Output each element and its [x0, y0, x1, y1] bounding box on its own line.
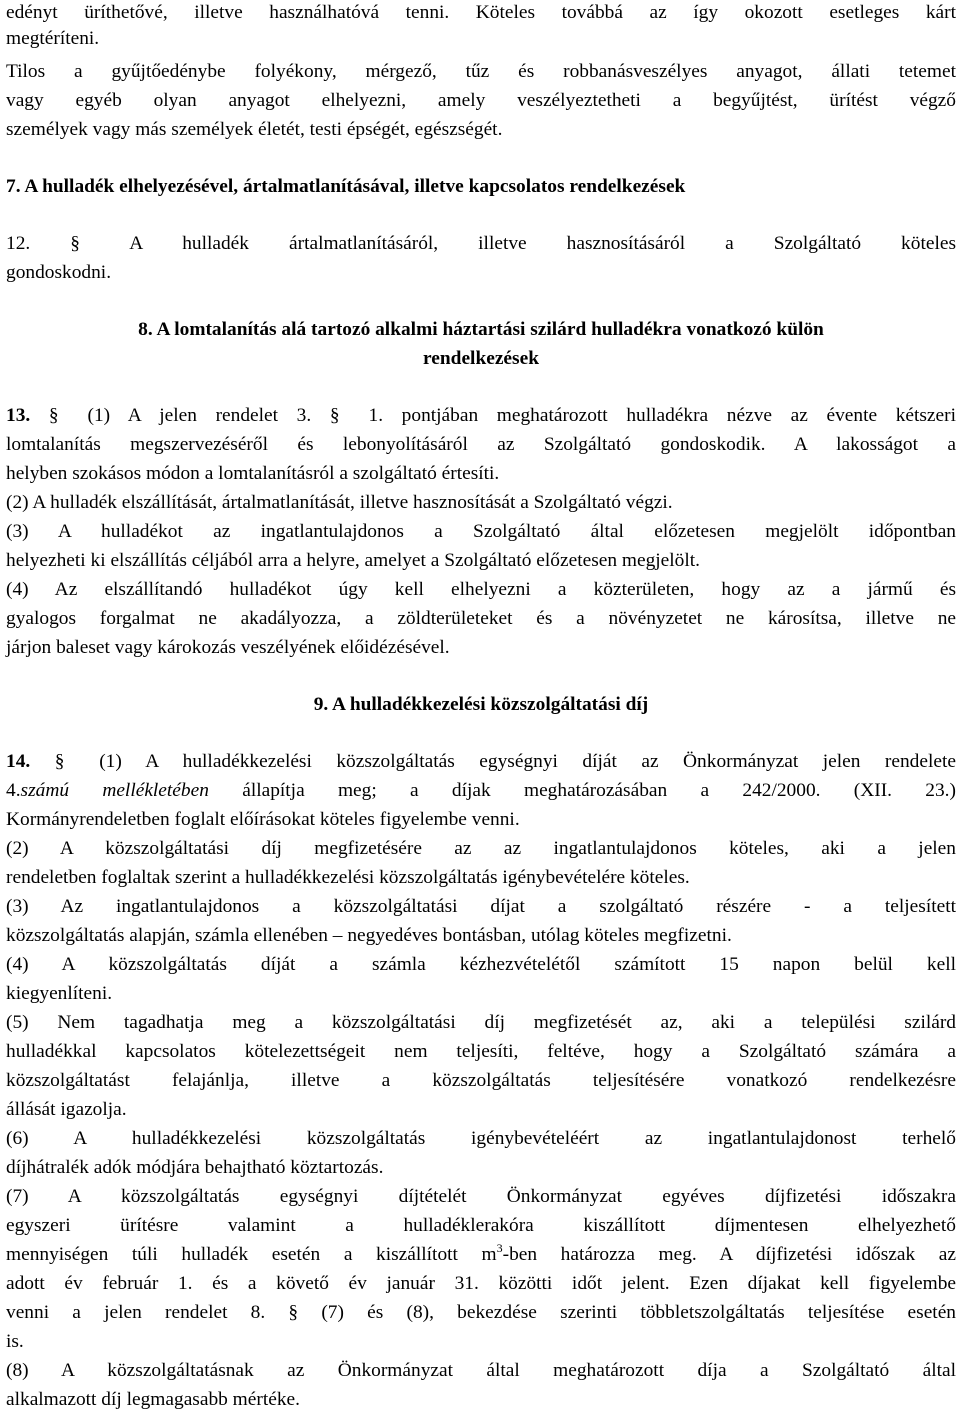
- paragraph-14-line: (5) Nem tagadhatja meg a közszolgáltatási díj megfizetését az, aki a települési szilárd: [6, 1012, 956, 1033]
- paragraph-14-line: közszolgáltatás alapján, számla ellenében – negyedéves bontásban, utólag köteles megfizetni.: [6, 925, 732, 946]
- paragraph-number: 12.: [6, 233, 31, 254]
- paragraph-14-line: (2) A közszolgáltatási díj megfizetésére az az ingatlantulajdonos köteles, aki a jelen: [6, 838, 956, 859]
- paragraph-13-line: (2) A hulladék elszállítását, ártalmatlanítását, illetve hasznosítását a Szolgáltató végzi.: [6, 492, 673, 513]
- section-9-heading: 9. A hulladékkezelési közszolgáltatási díj: [313, 694, 649, 715]
- section-7-heading: 7. A hulladék elhelyezésével, ártalmatlanításával, illetve kapcsolatos rendelkezések: [6, 176, 686, 197]
- paragraph-14-line: állását igazolja.: [6, 1099, 127, 1120]
- section-sign: §: [54, 751, 65, 772]
- paragraph-number: 14.: [6, 751, 31, 772]
- section-8-heading: rendelkezések: [423, 348, 539, 369]
- paragraph-14-line: (7) A közszolgáltatás egységnyi díjtételét Önkormányzat egyéves díjfizetési időszakra: [6, 1186, 956, 1207]
- paragraph-number: 13.: [6, 405, 31, 426]
- paragraph-14-line: Kormányrendeletben foglalt előírásokat köteles figyelembe venni.: [6, 809, 520, 830]
- superscript: 3: [496, 1240, 503, 1255]
- paragraph-text: (1) A hulladékkezelési közszolgáltatás egységnyi díját az Önkormányzat jelen rendelete: [99, 751, 956, 772]
- section-sign: §: [48, 405, 59, 426]
- paragraph-text: 4.: [6, 780, 21, 801]
- paragraph-13-line: gyalogos forgalmat ne akadályozza, a zöldterületeket és a növényzetet ne károsítsa, illetve ne: [6, 608, 956, 629]
- paragraph-14-line: (6) A hulladékkezelési közszolgáltatás igénybevételéért az ingatlantulajdonost terhelő: [6, 1128, 956, 1149]
- paragraph-14-line: kiegyenlíteni.: [6, 983, 113, 1004]
- paragraph-text: állapítja meg; a díjak meghatározásában a 242/2000. (XII. 23.): [242, 780, 956, 801]
- paragraph-14-line: [6, 749, 956, 775]
- paragraph-text: -ben határozza meg. A díjfizetési időszak az: [502, 1244, 956, 1265]
- section-sign: §: [70, 233, 80, 254]
- intro-line: Tilos a gyűjtőedénybe folyékony, mérgező, tűz és robbanásveszélyes anyagot, állati tetemet: [6, 61, 956, 82]
- paragraph-text: 1. pontjában meghatározott hulladékra nézve az évente kétszeri: [368, 405, 956, 426]
- paragraph-14-line: [6, 778, 956, 804]
- paragraph-text: mennyiségen túli hulladék esetén a kiszállított m: [6, 1244, 497, 1265]
- paragraph-text: (1) A jelen rendelet 3.: [87, 405, 312, 426]
- annex-reference: számú mellékletében: [20, 780, 209, 801]
- section-sign: §: [329, 405, 340, 426]
- paragraph-14-line: (3) Az ingatlantulajdonos a közszolgáltatási díjat a szolgáltató részére - a teljesített: [6, 896, 956, 917]
- intro-line: személyek vagy más személyek életét, testi épségét, egészségét.: [6, 119, 503, 140]
- paragraph-14-line: (8) A közszolgáltatásnak az Önkormányzat által meghatározott díja a Szolgáltató által: [6, 1360, 956, 1381]
- paragraph-13-line: helyben szokásos módon a lomtalanításról a szolgáltató értesíti.: [6, 463, 500, 484]
- intro-line: edényt üríthetővé, illetve használhatóvá tenni. Köteles továbbá az így okozott esetleges kárt: [6, 2, 956, 23]
- paragraph-12-line: gondoskodni.: [6, 262, 112, 283]
- paragraph-13-line: helyezheti ki elszállítás céljából arra a helyre, amelyet a Szolgáltató előzetesen megjelölt.: [6, 550, 700, 571]
- paragraph-14-line: rendeletben foglaltak szerint a hulladékkezelési közszolgáltatás igénybevételére köteles.: [6, 867, 690, 888]
- paragraph-14-line: [6, 1242, 956, 1268]
- paragraph-14-line: is.: [6, 1331, 24, 1352]
- paragraph-13-line: lomtalanítás megszervezéséről és lebonyolításáról az Szolgáltató gondoskodik. A lakosságot a: [6, 434, 956, 455]
- paragraph-14-line: hulladékkal kapcsolatos kötelezettségeit nem teljesíti, feltéve, hogy a Szolgáltató számára a: [6, 1041, 956, 1062]
- paragraph-12-line: [6, 231, 956, 257]
- paragraph-14-line: (4) A közszolgáltatás díját a számla kézhezvételétől számított 15 napon belül kell: [6, 954, 956, 975]
- paragraph-13-line: járjon baleset vagy károkozás veszélyének előidézésével.: [6, 637, 450, 658]
- paragraph-13-line: [6, 403, 956, 429]
- paragraph-14-line: közszolgáltatást felajánlja, illetve a közszolgáltatás teljesítésére vonatkozó rendelkezésre: [6, 1070, 956, 1091]
- paragraph-14-line: alkalmazott díj legmagasabb mértéke.: [6, 1389, 300, 1410]
- paragraph-14-line: venni a jelen rendelet 8. § (7) és (8), bekezdése szerinti többletszolgáltatás teljesítése esetén: [6, 1302, 956, 1323]
- paragraph-text: A hulladék ártalmatlanításáról, illetve hasznosításáról a Szolgáltató köteles: [129, 233, 956, 254]
- paragraph-14-line: díjhátralék adók módjára behajtható köztartozás.: [6, 1157, 384, 1178]
- paragraph-13-line: (3) A hulladékot az ingatlantulajdonos a Szolgáltató által előzetesen megjelölt időpontban: [6, 521, 956, 542]
- paragraph-13-line: (4) Az elszállítandó hulladékot úgy kell elhelyezni a közterületen, hogy az a jármű és: [6, 579, 956, 600]
- intro-line: vagy egyéb olyan anyagot elhelyezni, amely veszélyeztetheti a begyűjtést, ürítést végző: [6, 90, 956, 111]
- paragraph-14-line: egyszeri ürítésre valamint a hulladéklerakóra kiszállított díjmentesen elhelyezhető: [6, 1215, 956, 1236]
- intro-line: megtéríteni.: [6, 28, 100, 49]
- section-8-heading: 8. A lomtalanítás alá tartozó alkalmi háztartási szilárd hulladékra vonatkozó külön: [138, 319, 824, 340]
- paragraph-14-line: adott év február 1. és a követő év január 31. közötti időt jelent. Ezen díjakat kell figyelembe: [6, 1273, 956, 1294]
